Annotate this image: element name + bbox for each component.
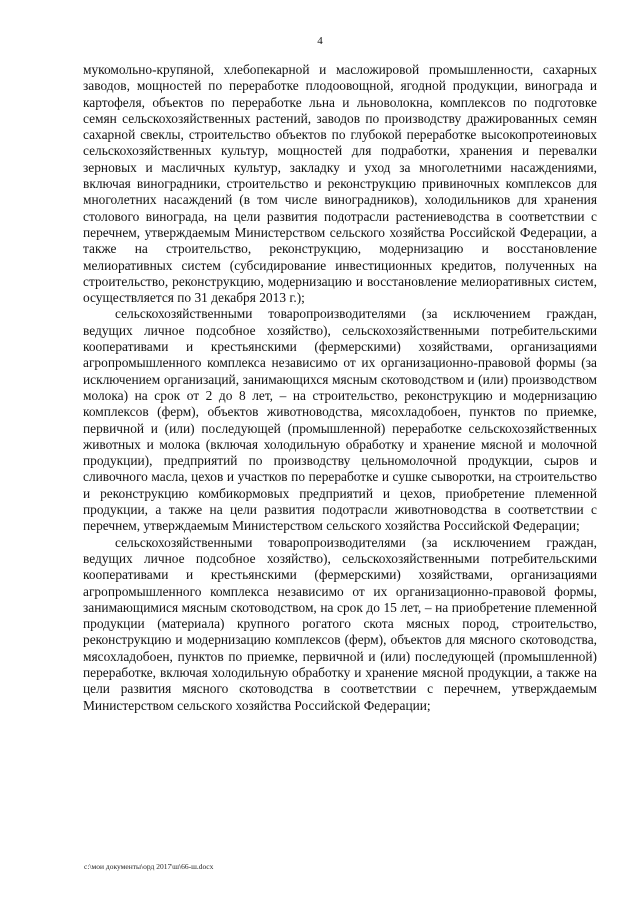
paragraph-livestock-loans: сельскохозяйственными товаропроизводителями (за исключением граждан, ведущих личное подсобное хозяйство), сельскохозяйственными потребительскими кооперативами и крестьянскими (фермерскими) хозяйствами, организациями агропромышленного комплекса независимо от их организационно-правовой формы (за исключением организаций, занимающихся мясным скотоводством и (или) производством молока) на срок от 2 до 8 лет, – на строительство, реконструкцию и модернизацию комплексов (ферм), объектов животноводства, мясохладобоен, пунктов по приемке, первичной и (или) последующей (промышленной) переработке сельскохозяйственных животных и молока (включая холодильную обработку и хранение мясной и молочной продукции), предприятий по производству цельномолочной продукции, сыров и сливочного масла, цехов и участков по переработке и сушке сыворотки, на строительство и реконструкцию комбикормовых предприятий и цехов, приобретение племенной продукции, а также на цели развития подотрасли животноводства в соответствии с перечнем, утверждаемым Министерством сельского хозяйства Российской Федерации; <box>83 306 597 534</box>
paragraph-continuation: мукомольно-крупяной, хлебопекарной и масложировой промышленности, сахарных заводов, мощностей по переработке плодоовощной, ягодной продукции, винограда и картофеля, объектов по переработке льна и льноволокна, комплексов по подготовке семян сельскохозяйственных растений, заводов по производству дражированных семян сахарной свеклы, строительство объектов по глубокой переработке высокопротеиновых сельскохозяйственных культур, мощностей для подработки, хранения и перевалки зерновых и масличных культур, закладку и уход за многолетними насаждениями, включая виноградники, строительство и реконструкцию привиночных комплексов для многолетних насаждений (в том числе виноградников), холодильников для хранения столового винограда, на цели развития подотрасли растениеводства в соответствии с перечнем, утверждаемым Министерством сельского хозяйства Российской Федерации, а также на строительство, реконструкцию, модернизацию и восстановление мелиоративных систем (субсидирование инвестиционных кредитов, полученных на строительство, реконструкцию, модернизацию и восстановление мелиоративных систем, осуществляется по 31 декабря 2013 г.); <box>83 62 597 306</box>
paragraph-beef-cattle-loans: сельскохозяйственными товаропроизводителями (за исключением граждан, ведущих личное подсобное хозяйство), сельскохозяйственными потребительскими кооперативами и крестьянскими (фермерскими) хозяйствами, организациями агропромышленного комплекса независимо от их организационно-правовой формы, занимающимися мясным скотоводством, на срок до 15 лет, – на приобретение племенной продукции (материала) крупного рогатого скота мясных пород, строительство, реконструкцию и модернизацию комплексов (ферм), объектов для мясного скотоводства, мясохладобоен, пунктов по приемке, первичной и (или) последующей (промышленной) переработке, включая холодильную обработку и хранение мясной продукции, а также на цели развития мясного скотоводства в соответствии с перечнем, утверждаемым Министерством сельского хозяйства Российской Федерации; <box>83 534 597 713</box>
page-number: 4 <box>317 35 323 47</box>
footer-file-path: c:\мои документы\орд 2017\ш\66-ш.docx <box>84 862 214 871</box>
document-body <box>83 62 597 714</box>
